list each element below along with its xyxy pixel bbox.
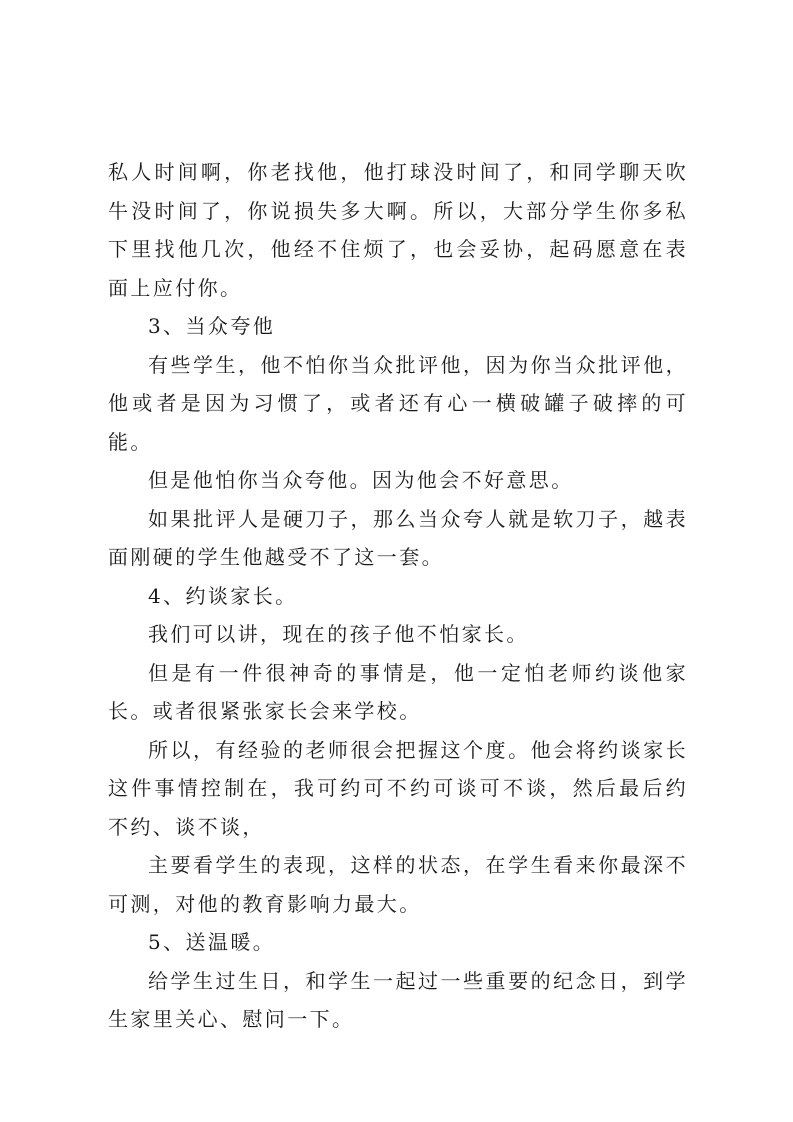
paragraph: 但是他怕你当众夸他。因为他会不好意思。 [148, 468, 574, 492]
paragraph: 如果批评人是硬刀子，那么当众夸人就是软刀子，越表面刚硬的学生他越受不了这一套。 [108, 506, 688, 569]
paragraph: 有些学生，他不怕你当众批评他，因为你当众批评他，他或者是因为习惯了，或者还有心一横破罐子破摔的可能。 [108, 352, 688, 454]
paragraph: 我们可以讲，现在的孩子他不怕家长。 [148, 622, 529, 646]
paragraph: 所以，有经验的老师很会把握这个度。他会将约谈家长这件事情控制在，我可约可不约可谈可不谈，然后最后约不约、谈不谈， [108, 737, 688, 839]
paragraph: 给学生过生日，和学生一起过一些重要的纪念日，到学生家里关心、慰问一下。 [108, 968, 688, 1031]
paragraph: 但是有一件很神奇的事情是，他一定怕老师约谈他家长。或者很紧张家长会来学校。 [108, 660, 688, 723]
section-heading-4: 4、约谈家长。 [148, 583, 298, 608]
paragraph-continuation: 私人时间啊，你老找他，他打球没时间了，和同学聊天吹牛没时间了，你说损失多大啊。所以，大部分学生你多私下里找他几次，他经不住烦了，也会妥协，起码愿意在表面上应付你。 [108, 160, 688, 300]
section-heading-3: 3、当众夸他 [148, 314, 276, 338]
section-heading-5: 5、送温暖。 [148, 930, 276, 954]
document-body [108, 153, 688, 1039]
paragraph: 主要看学生的表现，这样的状态，在学生看来你最深不可测，对他的教育影响力最大。 [108, 853, 688, 916]
